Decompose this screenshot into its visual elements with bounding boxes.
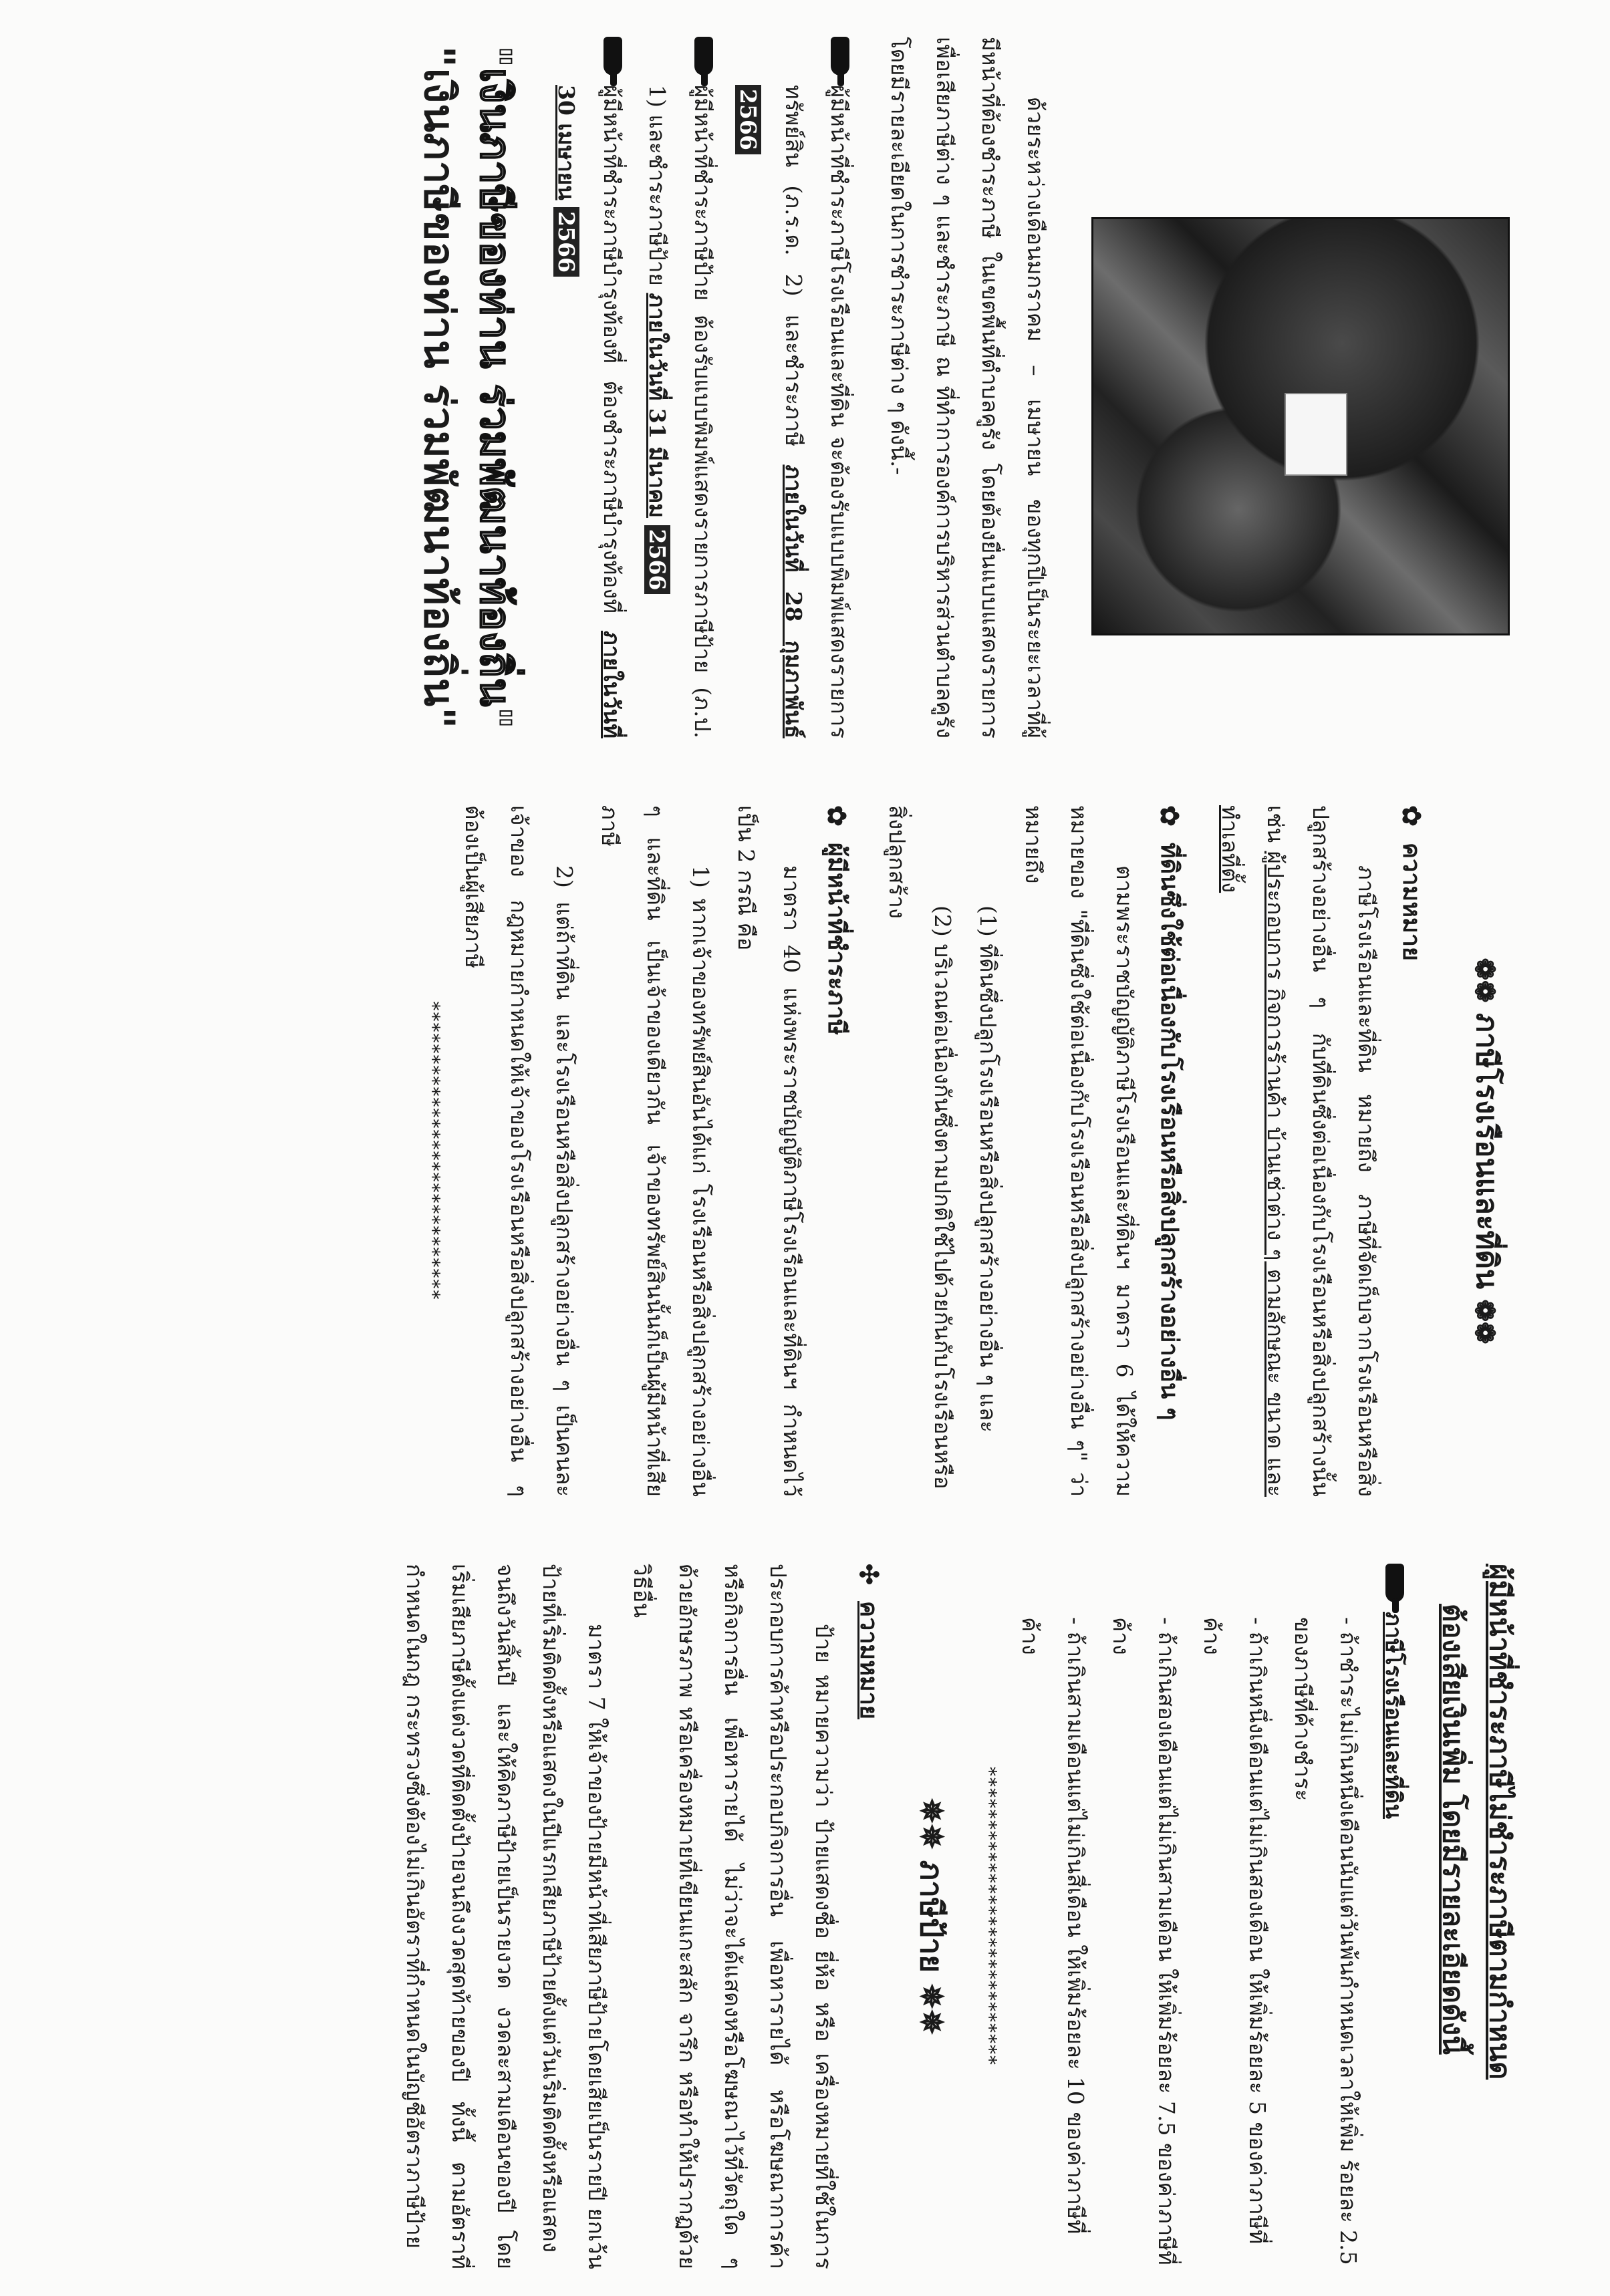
item3-deadline: ภายในวันที่ 30 เมษายน bbox=[553, 85, 625, 738]
star-divider: **************************** bbox=[978, 1767, 1000, 2066]
panel-intro bbox=[0, 0, 1610, 765]
item2-year-mark: 2566 bbox=[644, 525, 670, 595]
meaning-examples: ผู้ประกอบการ กิจการร้านค้า บ้านเช่าต่าง ๆ ตามลักษณะ ขนาด และทำเลที่ตั้ง bbox=[1217, 805, 1289, 1497]
payer-item-1: 1) หากเจ้าของทรัพย์สินอันได้แก่ โรงเรือนหรือสิ่งปลูกสร้างอย่างอื่น ๆ และที่ดิน เป็นเจ้าของเดียวกัน เจ้าของทรัพย์สินนั้นก็เป็นผู้มีหน้าที่เสียภาษี bbox=[597, 805, 714, 1497]
payer-paragraph: มาตรา 40 แห่งพระราชบัญญัติภาษีโรงเรือนและที่ดินฯ กำหนดไว้เป็น 2 กรณี คือ bbox=[733, 805, 805, 1497]
pointing-hand-icon bbox=[603, 37, 622, 76]
panel-house-land-tax bbox=[0, 765, 1610, 1530]
land-item-2: (2) บริเวณต่อเนื่องกันซึ่งตามปกติใช้ไปด้วยกันกับโรงเรือนหรือสิ่งปลูกสร้าง bbox=[884, 805, 956, 1489]
deadline-item-local-tax bbox=[543, 37, 634, 738]
payer-item-2: 2) แต่ถ้าที่ดิน และโรงเรือนหรือสิ่งปลูกสร้างอย่างอื่น ๆ เป็นคนละเจ้าของ กฎหมายกำหนดให้เจ้าของโรงเรือนหรือสิ่งปลูกสร้างอย่างอื่น ๆ ต้องเป็นผู้เสียภาษี bbox=[460, 805, 578, 1497]
slogan bbox=[411, 37, 523, 738]
land-item-1: (1) ที่ดินซึ่งปลูกโรงเรือนหรือสิ่งปลูกสร้างอย่างอื่น ๆ และ bbox=[975, 905, 1002, 1433]
slogan-solid: "เงินภาษีของท่าน ร่วมพัฒนาท้องถิ่น" bbox=[415, 45, 464, 730]
panel2-title bbox=[1462, 805, 1510, 1497]
penalty-2: - ถ้าเกินหนึ่งเดือนแต่ไม่เกินสองเดือน ให้เพิ่มร้อยละ 5 ของค่าภาษีที่ค้าง bbox=[1199, 1617, 1270, 2245]
flower-bullet-icon: ✿ bbox=[1397, 805, 1428, 827]
item2-text: ผู้มีหน้าที่ชำระภาษีป้าย ต้องรับแบบพิมพ์แสดงรายการภาษีป้าย (ภ.ป. 1) และชำระภาษีป้าย bbox=[644, 85, 716, 738]
meaning-paragraph: ภาษีโรงเรือนและที่ดิน หมายถึง ภาษีที่จัดเก็บจากโรงเรือนหรือสิ่งปลูกสร้างอย่างอื่น ๆ กับที่ดินซึ่งต่อเนื่องกับโรงเรือนหรือสิ่งปลูกสร้างนั้น เช่น ผู้ประกอบการ กิจการร้านค้า บ้านเช่าต่าง ๆ ตามลักษณะ ขนาด และทำเลที่ตั้ง bbox=[1217, 805, 1380, 1497]
star-bullet-icon: ✵✵ bbox=[914, 1983, 950, 2035]
heading-land: ✿ ที่ดินซึ่งใช้ต่อเนื่องกับโรงเรือนหรือสิ่งปลูกสร้างอย่างอื่น ๆ bbox=[1148, 805, 1193, 1497]
item1-deadline: ภายในวันที่ 28 กุมภาพันธ์ bbox=[781, 464, 807, 738]
pointing-hand-icon bbox=[1385, 1564, 1404, 1602]
heading-payer: ✿ ผู้มีหน้าที่ชำระภาษี bbox=[815, 805, 860, 1497]
sign-section-7: มาตรา 7 ให้เจ้าของป้ายมีหน้าที่เสียภาษีป้ายโดยเสียเป็นรายปี ยกเว้นป้ายที่เริ่มติดตั้งหรือแสดงในปีแรกเสียภาษีป้ายตั้งแต่วันเริ่มติดตั้งหรือแสดงจนถึงวันสิ้นปี และให้คิดภาษีป้ายเป็นรายงวด งวดละสามเดือนของปี โดยเริ่มเสียภาษีตั้งแต่งวดที่ติดตั้งป้ายจนถึงงวดสุดท้ายของปี ทั้งนี้ ตามอัตราที่กำหนดในกฎ กระทรวงซึ่งต้องไม่เกินอัตราที่กำหนดในบัญชีอัตราภาษีป้าย bbox=[402, 1564, 610, 2269]
heading-meaning: ✿ ความหมาย bbox=[1389, 805, 1435, 1497]
deadline-item-house-tax bbox=[725, 37, 861, 738]
penalty-3: - ถ้าเกินสองเดือนแต่ไม่เกินสามเดือน ให้เพิ่มร้อยละ 7.5 ของค่าภาษีที่ค้าง bbox=[1108, 1617, 1180, 2265]
pointing-hand-icon bbox=[831, 37, 849, 76]
penalty-1: - ถ้าชำระไม่เกินหนึ่งเดือนนับแต่วันพ้นกำหนดเวลาให้เพิ่ม ร้อยละ 2.5 ของภาษีที่ค้างชำระ bbox=[1290, 1617, 1361, 2265]
photo-flag-shape bbox=[1285, 393, 1347, 476]
penalty-4: - ถ้าเกินสามเดือนแต่ไม่เกินสี่เดือน ให้เพิ่มร้อยละ 10 ของค่าภาษีที่ค้าง bbox=[1017, 1617, 1089, 2235]
heading-house-land-tax: ภาษีโรงเรือนและที่ดิน bbox=[1371, 1564, 1416, 2269]
item3-text: ผู้มีหน้าที่ชำระภาษีบำรุงท้องที่ ต้องชำระภาษีบำรุงท้องที่ bbox=[599, 85, 625, 614]
slogan-outline: "เงินภาษีของท่าน ร่วมพัฒนาท้องถิ่น" bbox=[471, 45, 520, 730]
sign-tax-title: ✵✵ ภาษีป้าย ✵✵ bbox=[914, 1798, 950, 2035]
flower-bullet-icon: ✿ bbox=[822, 805, 853, 827]
sign-definition: ป้าย หมายความว่า ป้ายแสดงชื่อ ยี่ห้อ หรือ เครื่องหมายที่ใช้ในการประกอบการค้าหรือประกอบกิจการอื่น เพื่อหารายได้ หรือโฆษณาการค้าหรือกิจการอื่น เพื่อหารายได้ ไม่ว่าจะได้แสดงหรือโฆษณาไว้ที่วัตถุใด ๆ ด้วยอักษรภาพ หรือเครื่องหมายที่เขียนแกะสลัก จารึก หรือทำให้ปรากฏด้วยวิธีอื่น bbox=[629, 1564, 837, 2269]
panel-penalty-sign-tax bbox=[0, 1530, 1610, 2296]
heading-sign-meaning: ✣ ความหมาย bbox=[846, 1564, 892, 2269]
item1-year-mark: 2566 bbox=[735, 85, 761, 154]
flower-bullet-icon: ❁❁ bbox=[1469, 958, 1501, 1003]
deadline-item-sign-tax bbox=[634, 37, 725, 738]
cover-photo bbox=[1091, 217, 1510, 635]
land-paragraph: ตามพระราชบัญญัติภาษีโรงเรือนและที่ดินฯ มาตรา 6 ได้ให้ความหมายของ "ที่ดินซึ่งใช้ต่อเนื่องกับโรงเรือนหรือสิ่งปลูกสร้างอย่างอื่น ๆ" ว่าหมายถึง bbox=[1021, 805, 1138, 1497]
intro-paragraph: ด้วยระหว่างเดือนมกราคม – เมษายน ของทุกปีเป็นระยะเวลาที่ผู้มีหน้าที่ต้องชำระภาษี ในเขตพื้นที่ตำบลคูรัง โดยต้องยื่นแบบแสดงรายการเพื่อเสียภาษีต่าง ๆ และชำระภาษี ณ ที่ทำการองค์การบริหารส่วนตำบลคูรัง โดยมีรายละเอียดในการชำระภาษีต่าง ๆ ดังนี้.- bbox=[886, 37, 1049, 738]
star-bullet-icon: ✣ bbox=[854, 1564, 884, 1585]
item3-year-mark: 2566 bbox=[553, 207, 579, 277]
panel2-title-text: ภาษีโรงเรือนและที่ดิน bbox=[1470, 1012, 1504, 1290]
flower-bullet-icon: ✿ bbox=[1155, 805, 1186, 827]
panel3-title-line2: ต้องเสียเงินเพิ่ม โดยมีรายละเอียดดังนี้ bbox=[1437, 1604, 1470, 2055]
pointing-hand-icon bbox=[694, 37, 713, 76]
item1-text: ผู้มีหน้าที่ชำระภาษีโรงเรือนและที่ดิน จะต้องรับแบบพิมพ์แสดงรายการทรัพย์สิน (ภ.ร.ด. 2) และชำระภาษี bbox=[781, 85, 852, 738]
panel3-title-line1: ผู้มีหน้าที่ชำระภาษีไม่ชำระภาษีตามกำหนด bbox=[1484, 1564, 1516, 2080]
star-bullet-icon: ✵✵ bbox=[914, 1798, 950, 1850]
item2-deadline: ภายในวันที่ 31 มีนาคม bbox=[644, 293, 670, 519]
star-divider: **************************** bbox=[422, 1001, 444, 1301]
panel3-title bbox=[1430, 1564, 1523, 2269]
flower-bullet-icon: ❁❁ bbox=[1469, 1299, 1501, 1344]
